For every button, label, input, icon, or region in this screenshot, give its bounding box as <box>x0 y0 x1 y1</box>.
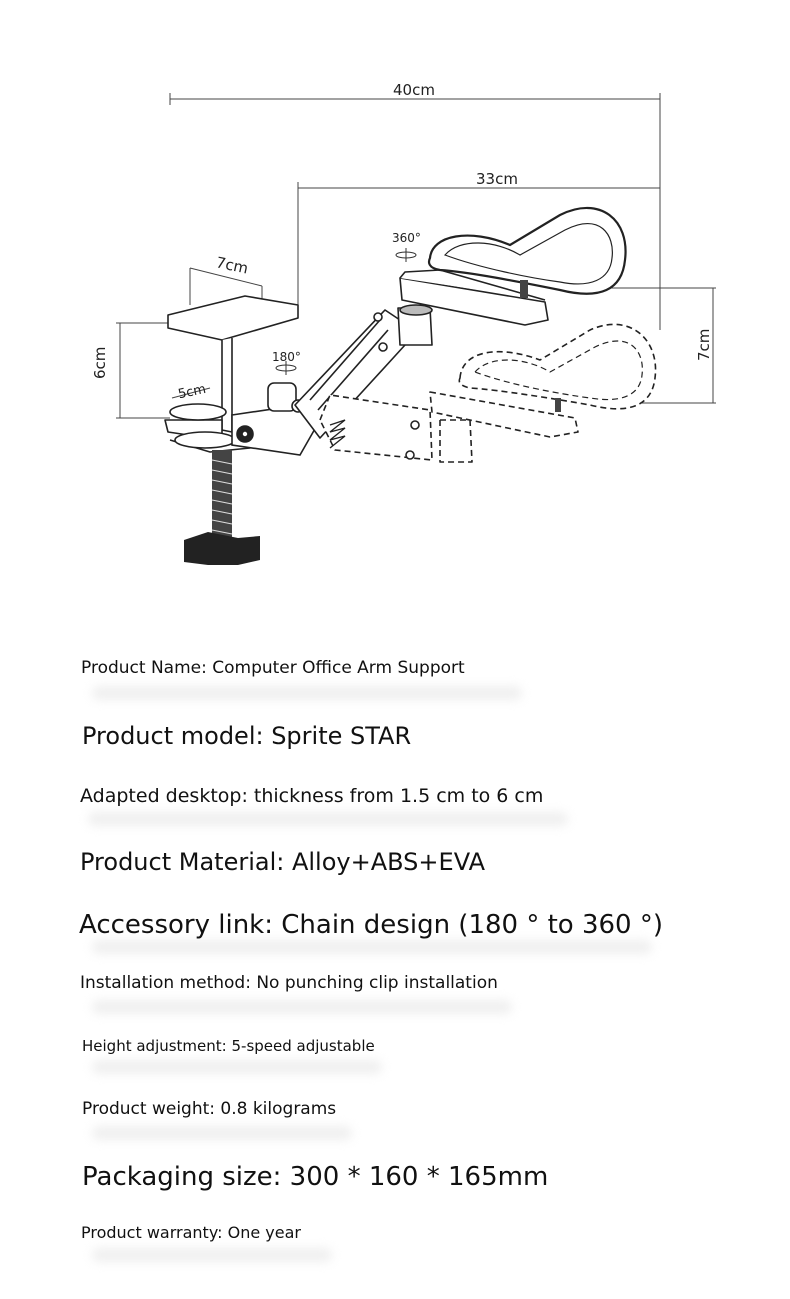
dim-clamp-jaw: 5cm <box>176 381 208 403</box>
rotation-pad-label: 360° <box>392 231 421 245</box>
blur-shadow <box>88 812 568 826</box>
spec-packaging-size: Packaging size: 300 * 160 * 165mm <box>82 1162 549 1192</box>
clamp-screw <box>184 450 260 565</box>
blur-shadow <box>92 686 522 700</box>
blur-shadow <box>92 1126 352 1140</box>
spec-weight: Product weight: 0.8 kilograms <box>82 1099 337 1119</box>
dim-clamp-top: 7cm <box>214 253 250 278</box>
spec-adapted-desktop: Adapted desktop: thickness from 1.5 cm to 6 cm <box>80 785 544 807</box>
spec-installation: Installation method: No punching clip installation <box>80 973 498 993</box>
dim-clamp-height: 6cm <box>91 346 109 379</box>
blur-shadow <box>92 1000 512 1014</box>
dim-arm-reach: 33cm <box>476 170 518 188</box>
dim-pad-height: 7cm <box>695 328 713 361</box>
blur-shadow <box>92 940 652 954</box>
spec-height-adjustment: Height adjustment: 5-speed adjustable <box>82 1037 375 1055</box>
product-dimension-diagram <box>0 0 790 620</box>
spec-material: Product Material: Alloy+ABS+EVA <box>80 848 485 876</box>
rotation-joint-label: 180° <box>272 350 301 364</box>
spec-product-name: Product Name: Computer Office Arm Support <box>81 658 465 678</box>
spec-product-model: Product model: Sprite STAR <box>82 722 412 750</box>
spec-warranty: Product warranty: One year <box>81 1223 301 1242</box>
blur-shadow <box>92 1248 332 1262</box>
blur-shadow <box>92 1060 382 1074</box>
spec-accessory-link: Accessory link: Chain design (180 ° to 360 °) <box>79 910 664 940</box>
dim-overall-width: 40cm <box>393 81 435 99</box>
